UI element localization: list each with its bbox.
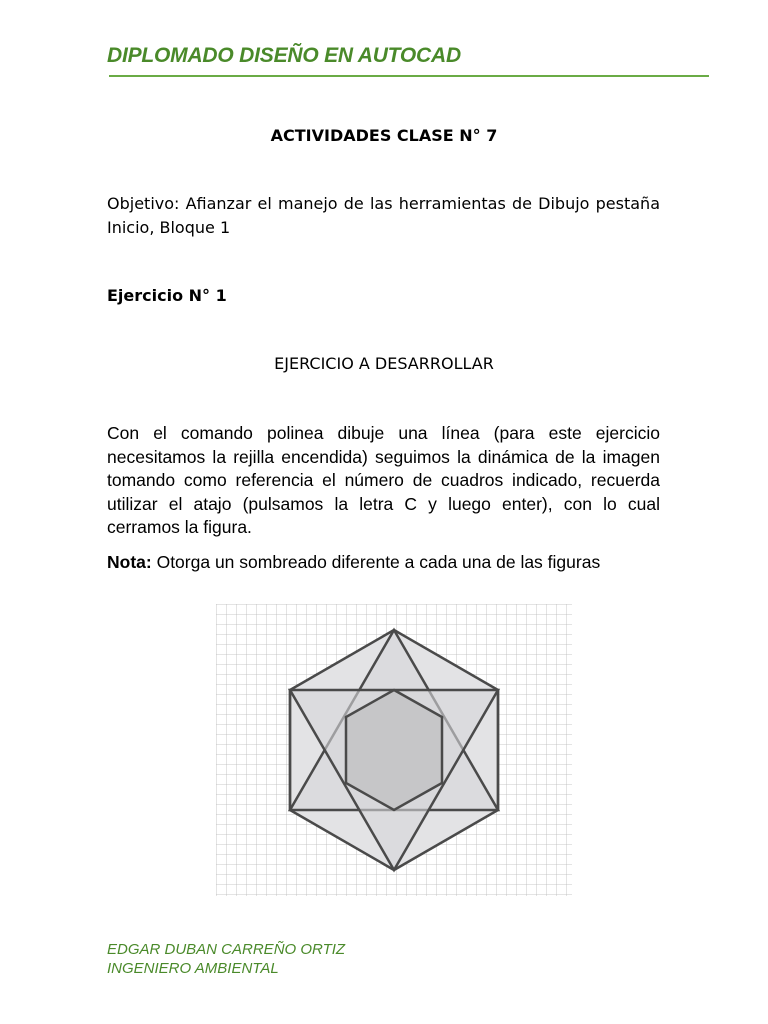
hexagon-star-grid-drawing [216,604,572,896]
develop-title: EJERCICIO A DESARROLLAR [274,354,494,373]
exercise-heading: Ejercicio N° 1 [107,286,227,305]
footer-author: EDGAR DUBAN CARREÑO ORTIZ [107,941,346,958]
header-divider [109,75,709,77]
activities-title: ACTIVIDADES CLASE N° 7 [270,126,498,145]
instructions-paragraph: Con el comando polinea dibuje una línea (para este ejercicio necesitamos la rejilla encendida) seguimos la dinámica de la imagen tomando como referencia el número de cuadros indicado, recuerda utilizar el atajo (pulsamos la letra C y luego enter), con lo cual cerramos la figura. [107,423,660,537]
note-text: Otorga un sombreado diferente a cada una de las figuras [151,552,601,572]
inner-hexagon [346,690,442,810]
objective-paragraph: Objetivo: Afianzar el manejo de las herramientas de Dibujo pestaña Inicio, Bloque 1 [107,194,660,237]
note-paragraph [107,550,707,574]
footer [107,940,345,978]
document-header-title: DIPLOMADO DISEÑO EN AUTOCAD [107,44,461,67]
footer-profession: INGENIERO AMBIENTAL [107,960,279,977]
note-label: Nota: [107,552,152,572]
